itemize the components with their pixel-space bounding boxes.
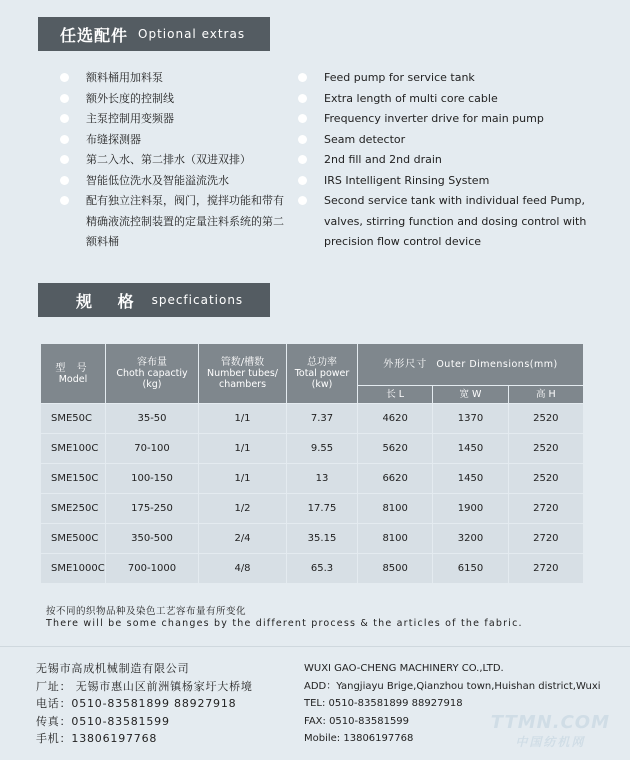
cell-tubes: 1/1 — [199, 404, 287, 434]
footer-divider — [0, 646, 630, 647]
company-info-cn — [36, 660, 253, 748]
cell-length: 5620 — [358, 434, 433, 464]
cell-model: SME100C — [41, 434, 106, 464]
list-item: Extra length of multi core cable — [298, 89, 588, 110]
cell-model: SME500C — [41, 524, 106, 554]
cell-tubes: 2/4 — [199, 524, 287, 554]
watermark-line2: 中国纺机网 — [515, 735, 586, 749]
company-phone-cn: 电话：0510-83581899 88927918 — [36, 697, 237, 710]
cell-width: 1370 — [433, 404, 508, 434]
header-tubes — [199, 344, 287, 404]
header-dim-cn: 外形尺寸 — [383, 359, 428, 370]
header-capacity-en: Choth capactiy — [116, 368, 188, 379]
cell-length: 8100 — [358, 494, 433, 524]
header-capacity — [106, 344, 199, 404]
cell-capacity: 100-150 — [106, 464, 199, 494]
list-item: Second service tank with individual feed Pump, valves, stirring function and dosing control with precision flow control device — [298, 191, 588, 253]
list-item: 额外长度的控制线 — [60, 89, 290, 110]
cell-model: SME50C — [41, 404, 106, 434]
table-row — [41, 524, 584, 554]
header-power-cn: 总功率 — [307, 357, 337, 368]
header-model-cn: 型 号 — [55, 362, 91, 374]
header-power — [287, 344, 358, 404]
cell-model: SME250C — [41, 494, 106, 524]
cell-length: 8500 — [358, 554, 433, 584]
table-row — [41, 464, 584, 494]
list-item: 额料桶用加料泵 — [60, 68, 290, 89]
list-item: IRS Intelligent Rinsing System — [298, 171, 588, 192]
optional-title-cn: 任选配件 — [60, 25, 129, 45]
cell-model: SME150C — [41, 464, 106, 494]
header-dim-en: Outer Dimensions(mm) — [436, 359, 558, 370]
cell-power: 13 — [287, 464, 358, 494]
header-power-en: Total power — [294, 368, 350, 379]
cell-height: 2720 — [508, 554, 583, 584]
table-row — [41, 494, 584, 524]
cell-height: 2520 — [508, 404, 583, 434]
specs-title-en: specfications — [151, 293, 244, 307]
capacity-note-en: There will be some changes by the different process & the articles of the fabric. — [46, 618, 523, 629]
header-dimensions — [358, 344, 584, 386]
company-address-en: ADD：Yangjiayu Brige,Qianzhou town,Huishan district,Wuxi — [304, 680, 601, 692]
cell-power: 9.55 — [287, 434, 358, 464]
specs-table — [40, 343, 584, 584]
company-phone-en: TEL: 0510-83581899 88927918 — [304, 698, 463, 709]
cell-tubes: 1/2 — [199, 494, 287, 524]
specs-title-cn: 规 格 — [76, 291, 144, 311]
optional-extras-header — [38, 17, 270, 51]
cell-height: 2720 — [508, 524, 583, 554]
cell-capacity: 700-1000 — [106, 554, 199, 584]
header-length: 长 L — [358, 386, 433, 404]
cell-length: 6620 — [358, 464, 433, 494]
cell-width: 1900 — [433, 494, 508, 524]
specifications-header — [38, 283, 270, 317]
company-name-cn: 无锡市高成机械制造有限公司 — [36, 662, 190, 675]
header-tubes-cn: 管数/槽数 — [220, 357, 265, 368]
company-address-cn: 厂址： 无锡市惠山区前洲镇杨家圩大桥境 — [36, 679, 253, 693]
company-mobile-en: Mobile: 13806197768 — [304, 733, 414, 744]
cell-tubes: 1/1 — [199, 464, 287, 494]
cell-power: 7.37 — [287, 404, 358, 434]
cell-capacity: 175-250 — [106, 494, 199, 524]
watermark-line1: TTMN.COM — [490, 712, 610, 733]
list-item: Frequency inverter drive for main pump — [298, 109, 588, 130]
cell-model: SME1000C — [41, 554, 106, 584]
cell-power: 65.3 — [287, 554, 358, 584]
list-item: 布缝探测器 — [60, 130, 290, 151]
header-height: 高 H — [508, 386, 583, 404]
list-item: Feed pump for service tank — [298, 68, 588, 89]
list-item: Seam detector — [298, 130, 588, 151]
table-row — [41, 434, 584, 464]
cell-width: 1450 — [433, 464, 508, 494]
cell-height: 2520 — [508, 464, 583, 494]
cell-power: 17.75 — [287, 494, 358, 524]
header-model-en: Model — [58, 373, 88, 385]
cell-capacity: 35-50 — [106, 404, 199, 434]
list-item: 智能低位洗水及智能溢流洗水 — [60, 171, 290, 192]
capacity-note-cn: 按不同的织物品种及染色工艺容布量有所变化 — [46, 606, 247, 617]
header-width: 宽 W — [433, 386, 508, 404]
cell-height: 2520 — [508, 434, 583, 464]
optional-list-cn — [60, 68, 290, 253]
header-capacity-cn: 容布量 — [137, 357, 167, 368]
company-name-en: WUXI GAO-CHENG MACHINERY CO.,LTD. — [304, 663, 504, 674]
header-model — [41, 344, 106, 404]
cell-width: 1450 — [433, 434, 508, 464]
list-item: 主泵控制用变频器 — [60, 109, 290, 130]
table-row — [41, 404, 584, 434]
cell-width: 6150 — [433, 554, 508, 584]
table-row — [41, 554, 584, 584]
watermark — [491, 712, 610, 750]
company-mobile-cn: 手机：13806197768 — [36, 732, 158, 745]
cell-width: 3200 — [433, 524, 508, 554]
cell-capacity: 350-500 — [106, 524, 199, 554]
header-power-unit: (kw) — [311, 379, 333, 390]
cell-tubes: 4/8 — [199, 554, 287, 584]
cell-capacity: 70-100 — [106, 434, 199, 464]
list-item: 2nd fill and 2nd drain — [298, 150, 588, 171]
cell-length: 4620 — [358, 404, 433, 434]
list-item: 配有独立注料泵，阀门，搅拌功能和带有精确液流控制装置的定量注料系统的第二额料桶 — [60, 191, 290, 253]
optional-title-en: Optional extras — [138, 27, 246, 41]
cell-power: 35.15 — [287, 524, 358, 554]
cell-height: 2720 — [508, 494, 583, 524]
company-fax-cn: 传真：0510-83581599 — [36, 714, 170, 728]
header-tubes-en: Number tubes/ chambers — [207, 368, 278, 390]
company-fax-en: FAX: 0510-83581599 — [304, 715, 410, 727]
header-capacity-unit: (kg) — [142, 379, 162, 390]
list-item: 第二入水、第二排水（双进双排） — [60, 150, 290, 171]
cell-length: 8100 — [358, 524, 433, 554]
optional-list-en — [298, 68, 588, 253]
cell-tubes: 1/1 — [199, 434, 287, 464]
